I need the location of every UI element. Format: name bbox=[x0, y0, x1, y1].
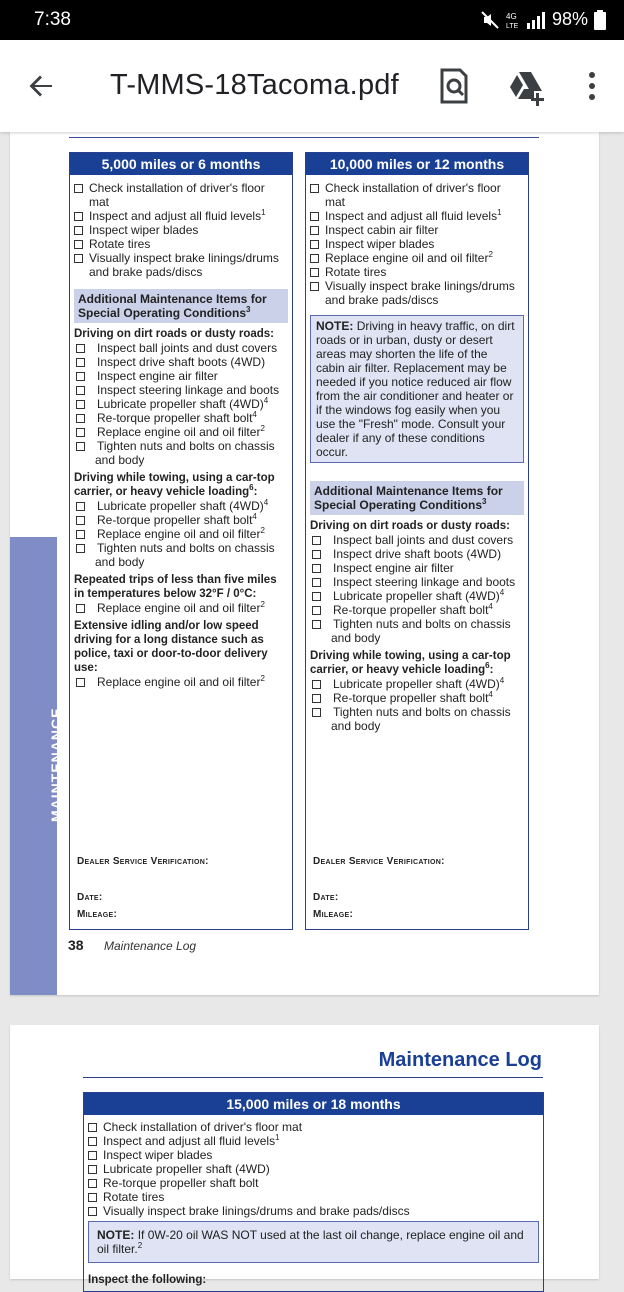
note-label: NOTE: bbox=[97, 1228, 135, 1242]
checkbox-square bbox=[312, 680, 321, 689]
add-to-drive-button[interactable] bbox=[506, 64, 546, 108]
checkbox-square bbox=[76, 358, 85, 367]
back-button[interactable] bbox=[22, 66, 62, 106]
status-time: 7:38 bbox=[34, 9, 71, 30]
checklist-item bbox=[310, 251, 524, 265]
service-box-15000 bbox=[83, 1092, 544, 1292]
checklist-item bbox=[310, 603, 524, 617]
idling-heading: Extensive idling and/or low speed driving for a long distance such as police, taxi or door-to-door delivery use: bbox=[74, 620, 268, 674]
footnote-ref: 2 bbox=[260, 674, 265, 683]
checklist-item bbox=[74, 513, 288, 527]
oil-note: NOTE: If 0W-20 oil WAS NOT used at the last oil change, replace engine oil and oil filter.$^2$ bbox=[88, 1221, 539, 1263]
checklist-item bbox=[310, 223, 524, 237]
checklist-item bbox=[88, 1120, 539, 1134]
checklist-item bbox=[88, 1190, 539, 1204]
checkbox-square bbox=[310, 254, 319, 263]
checklist-item-text: Inspect and adjust all fluid levels$^1$ bbox=[103, 1133, 280, 1148]
checklist-item bbox=[74, 251, 288, 265]
checkbox-square bbox=[312, 708, 321, 717]
checklist-item bbox=[74, 383, 288, 397]
footnote-ref: 4 bbox=[488, 602, 493, 611]
dealer-verification-label: Dealer Service Verification: bbox=[313, 856, 445, 867]
svg-text:LTE: LTE bbox=[505, 22, 519, 30]
checklist-item bbox=[310, 561, 524, 575]
checkbox-square bbox=[88, 1193, 97, 1202]
mileage-label: Mileage: bbox=[77, 909, 118, 920]
checklist-item bbox=[88, 1204, 539, 1218]
checklist-item-text: Check installation of driver's floor mat bbox=[325, 181, 501, 209]
page-footer-label: Maintenance Log bbox=[104, 939, 197, 953]
checklist-item bbox=[74, 411, 288, 425]
checklist-item-text: Replace engine oil and oil filter$^2$ bbox=[97, 526, 265, 541]
checkbox-square bbox=[310, 240, 319, 249]
checkbox-square bbox=[74, 212, 83, 221]
pdf-page-39 bbox=[10, 1025, 599, 1286]
checklist-item bbox=[74, 601, 288, 615]
mileage-label: Mileage: bbox=[313, 909, 354, 920]
checklist-item bbox=[74, 341, 288, 355]
checklist-item-text: Inspect drive shaft boots (4WD) bbox=[97, 355, 266, 369]
checkbox-square bbox=[74, 240, 83, 249]
checklist-continued: and brake pads/discs bbox=[325, 293, 439, 307]
checkbox-square bbox=[88, 1151, 97, 1160]
towing-heading: Driving while towing, using a car-top carrier, or heavy vehicle loading$^6$: bbox=[310, 650, 511, 676]
checkbox-square bbox=[88, 1207, 97, 1216]
checklist-item bbox=[74, 237, 288, 251]
checkbox-square bbox=[88, 1137, 97, 1146]
checkbox-square bbox=[76, 344, 85, 353]
date-label: Date: bbox=[313, 892, 339, 903]
document-title: T-MMS-18Tacoma.pdf bbox=[110, 69, 399, 101]
checklist-item bbox=[310, 691, 524, 705]
search-in-document-button[interactable] bbox=[434, 64, 474, 108]
checkbox-square bbox=[88, 1179, 97, 1188]
checkbox-square bbox=[312, 592, 321, 601]
checklist-item bbox=[310, 617, 524, 631]
checkbox-square bbox=[74, 254, 83, 263]
checklist-item-text: Replace engine oil and oil filter$^2$ bbox=[325, 250, 493, 265]
service-box-header: 15,000 miles or 18 months bbox=[84, 1093, 543, 1115]
checkbox-square bbox=[312, 694, 321, 703]
checkbox-square bbox=[76, 502, 85, 511]
checkbox-square bbox=[74, 226, 83, 235]
checklist-item-text: Visually inspect brake linings/drums bbox=[89, 251, 279, 265]
checklist bbox=[310, 181, 524, 293]
dealer-verification-label: Dealer Service Verification: bbox=[77, 856, 209, 867]
checklist-item bbox=[310, 237, 524, 251]
checklist-item-text: Lubricate propeller shaft $(4WD)^4$ bbox=[97, 396, 269, 411]
checklist-item-text: Rotate tires bbox=[89, 237, 151, 251]
more-vert-icon bbox=[572, 64, 612, 108]
towing-continued: and body bbox=[331, 719, 381, 733]
checklist-item bbox=[74, 181, 288, 209]
checklist-item-text: Lubricate propeller shaft $(4WD)^4$ bbox=[333, 588, 505, 603]
checklist-item bbox=[74, 209, 288, 223]
checklist-item bbox=[74, 425, 288, 439]
checklist-item-text: Inspect wiper blades bbox=[89, 223, 199, 237]
checklist-item-text: Inspect drive shaft boots (4WD) bbox=[333, 547, 502, 561]
checklist-item bbox=[74, 541, 288, 555]
find-in-page-icon bbox=[434, 64, 474, 108]
checklist-item-text: Lubricate propeller shaft (4WD) bbox=[103, 1162, 270, 1176]
checkbox-square bbox=[76, 442, 85, 451]
status-icons bbox=[480, 9, 606, 30]
checklist-item bbox=[74, 439, 288, 453]
page-number: 38 bbox=[68, 937, 84, 953]
battery-icon bbox=[594, 10, 606, 30]
checklist-item-text: Tighten nuts and bolts on chassis bbox=[333, 705, 511, 719]
service-box-header: 5,000 miles or 6 months bbox=[70, 153, 292, 175]
checklist-item bbox=[88, 1148, 539, 1162]
page-top-rule bbox=[69, 137, 539, 138]
service-box-5000 bbox=[69, 152, 293, 930]
checklist-item-text: Inspect wiper blades bbox=[325, 237, 435, 251]
service-box-10000 bbox=[305, 152, 529, 930]
title-rule bbox=[83, 1077, 543, 1078]
checklist-item-text: Inspect engine air filter bbox=[333, 561, 454, 575]
towing-checklist bbox=[74, 499, 288, 555]
battery-percent: 98% bbox=[551, 9, 588, 29]
checklist-item bbox=[310, 209, 524, 223]
side-tab-label: MAINTENANCE bbox=[48, 707, 64, 822]
checkbox-square bbox=[312, 550, 321, 559]
towing-checklist bbox=[310, 677, 524, 719]
checklist-item bbox=[310, 265, 524, 279]
checklist-item bbox=[310, 705, 524, 719]
checklist-item-text: Inspect ball joints and dust covers bbox=[333, 533, 514, 547]
dirt-continued: and body bbox=[95, 453, 145, 467]
idling-checklist bbox=[74, 675, 288, 689]
checklist-item bbox=[74, 369, 288, 383]
cabin-filter-note bbox=[310, 315, 524, 463]
inspect-following-heading: Inspect the following: bbox=[88, 1274, 207, 1286]
checklist-item-text: Inspect ball joints and dust covers bbox=[97, 341, 278, 355]
footnote-ref: 1 bbox=[275, 1133, 280, 1142]
short-trips-checklist bbox=[74, 601, 288, 615]
footnote-ref: 2 bbox=[260, 424, 265, 433]
checklist bbox=[88, 1120, 539, 1218]
checklist-item-text: Inspect and adjust all fluid levels$^1$ bbox=[89, 208, 266, 223]
checklist-item bbox=[310, 677, 524, 691]
checklist-item-text: Inspect wiper blades bbox=[103, 1148, 213, 1162]
dirt-roads-heading: Driving on dirt roads or dusty roads: bbox=[74, 328, 274, 340]
footnote-ref: 2 bbox=[260, 600, 265, 609]
checklist-item-text: Re-torque propeller shaft bolt$^4$ bbox=[333, 690, 493, 705]
checklist-item bbox=[88, 1134, 539, 1148]
checkbox-square bbox=[76, 428, 85, 437]
pdf-page-38 bbox=[10, 132, 599, 995]
dirt-continued: and body bbox=[331, 631, 381, 645]
dirt-roads-checklist bbox=[74, 341, 288, 453]
checklist-item bbox=[88, 1162, 539, 1176]
checkbox-square bbox=[310, 184, 319, 193]
checklist-item bbox=[310, 575, 524, 589]
drive-add-icon bbox=[506, 64, 546, 108]
status-bar bbox=[0, 0, 624, 40]
checklist-item-text: Rotate tires bbox=[103, 1190, 165, 1204]
footnote-ref: 1 bbox=[497, 208, 502, 217]
app-bar bbox=[0, 40, 624, 132]
footnote-ref: 1 bbox=[261, 208, 266, 217]
footnote-ref: 4 bbox=[252, 410, 257, 419]
maintenance-log-title: Maintenance Log bbox=[378, 1049, 542, 1071]
checkbox-square bbox=[312, 578, 321, 587]
signal-icon bbox=[526, 11, 546, 29]
checklist-item-text: Replace engine oil and oil filter$^2$ bbox=[97, 424, 265, 439]
checklist-item-text: Check installation of driver's floor mat bbox=[89, 181, 265, 209]
checklist-item bbox=[74, 397, 288, 411]
additional-items-heading: Additional Maintenance Items for Special Operating Conditions$^3$ bbox=[74, 289, 288, 323]
checklist-item-text: Replace engine oil and oil filter$^2$ bbox=[97, 600, 265, 615]
lte-icon bbox=[506, 10, 520, 30]
footnote-ref: 4 bbox=[263, 498, 269, 507]
checklist-item-text: Re-torque propeller shaft bolt$^4$ bbox=[333, 602, 493, 617]
checklist-item-text: Inspect and adjust all fluid levels$^1$ bbox=[325, 208, 502, 223]
note-text: Driving in heavy traffic, on dirt roads or in urban, dusty or desert areas may shorten the life of the cabin air filter. Replacement may be needed if you notice reduced air flow from the air conditioner and heater or if the windows fog easily when you use the "Fresh" mode. Consult your dealer if any of these conditions occur. bbox=[316, 319, 515, 459]
checklist-item-text: Tighten nuts and bolts on chassis bbox=[333, 617, 511, 631]
checklist-item bbox=[74, 527, 288, 541]
footnote-ref: 2 bbox=[488, 250, 493, 259]
checkbox-square bbox=[310, 282, 319, 291]
checkbox-square bbox=[310, 212, 319, 221]
additional-items-heading: Additional Maintenance Items for Special Operating Conditions$^3$ bbox=[310, 481, 524, 515]
checkbox-square bbox=[310, 226, 319, 235]
checklist-item bbox=[310, 279, 524, 293]
checkbox-square bbox=[76, 386, 85, 395]
short-trips-heading: Repeated trips of less than five miles in temperatures below 32°F / 0°C: bbox=[74, 574, 277, 600]
checkbox-square bbox=[312, 564, 321, 573]
more-options-button[interactable] bbox=[572, 64, 612, 108]
checklist-item-text: Check installation of driver's floor mat bbox=[103, 1120, 303, 1134]
checklist-item-text: Rotate tires bbox=[325, 265, 387, 279]
checklist-continued: and brake pads/discs bbox=[89, 265, 203, 279]
footnote-ref: 4 bbox=[263, 396, 269, 405]
checklist-item-text: Tighten nuts and bolts on chassis bbox=[97, 541, 275, 555]
checklist-item-text: Inspect cabin air filter bbox=[325, 223, 439, 237]
checkbox-square bbox=[88, 1165, 97, 1174]
checklist-item bbox=[310, 181, 524, 209]
service-box-header: 10,000 miles or 12 months bbox=[306, 153, 528, 175]
footnote-ref: 4 bbox=[499, 588, 505, 597]
checklist-item-text: Tighten nuts and bolts on chassis bbox=[97, 439, 275, 453]
checklist-item bbox=[74, 223, 288, 237]
arrow-back-icon bbox=[22, 66, 62, 106]
checklist-item bbox=[310, 547, 524, 561]
checklist-item-text: Replace engine oil and oil filter$^2$ bbox=[97, 674, 265, 689]
checkbox-square bbox=[312, 536, 321, 545]
checkbox-square bbox=[76, 372, 85, 381]
checklist-item bbox=[74, 355, 288, 369]
note-label: NOTE: bbox=[316, 319, 354, 333]
checkbox-square bbox=[312, 606, 321, 615]
footnote-ref: 4 bbox=[488, 690, 493, 699]
date-label: Date: bbox=[77, 892, 103, 903]
checklist-item bbox=[88, 1176, 539, 1190]
checkbox-square bbox=[76, 678, 85, 687]
dirt-roads-checklist bbox=[310, 533, 524, 631]
checklist-item bbox=[74, 499, 288, 513]
footnote-ref: 4 bbox=[499, 676, 505, 685]
footnote-ref: 2 bbox=[260, 526, 265, 535]
checklist-item-text: Visually inspect brake linings/drums and brake pads/discs bbox=[103, 1204, 410, 1218]
checkbox-square bbox=[76, 414, 85, 423]
checkbox-square bbox=[88, 1123, 97, 1132]
checkbox-square bbox=[76, 400, 85, 409]
checklist-item bbox=[74, 675, 288, 689]
towing-continued: and body bbox=[95, 555, 145, 569]
checklist-item-text: Re-torque propeller shaft bolt$^4$ bbox=[97, 512, 257, 527]
note-text: If 0W-20 oil WAS NOT used at the last oil change, replace engine oil and oil filter. bbox=[97, 1228, 524, 1256]
checklist-item-text: Lubricate propeller shaft $(4WD)^4$ bbox=[97, 498, 269, 513]
checkbox-square bbox=[310, 268, 319, 277]
checklist bbox=[74, 181, 288, 265]
towing-heading: Driving while towing, using a car-top carrier, or heavy vehicle loading$^6$: bbox=[74, 472, 275, 498]
checkbox-square bbox=[76, 604, 85, 613]
dirt-roads-heading: Driving on dirt roads or dusty roads: bbox=[310, 520, 510, 532]
checklist-item bbox=[310, 589, 524, 603]
checklist-item-text: Re-torque propeller shaft bolt bbox=[103, 1176, 259, 1190]
checkbox-square bbox=[74, 184, 83, 193]
svg-text:4G: 4G bbox=[505, 11, 517, 21]
checklist-item-text: Lubricate propeller shaft $(4WD)^4$ bbox=[333, 676, 505, 691]
checkbox-square bbox=[76, 530, 85, 539]
checkbox-square bbox=[312, 620, 321, 629]
checkbox-square bbox=[76, 516, 85, 525]
checklist-item-text: Inspect steering linkage and boots bbox=[97, 383, 280, 397]
checklist-item-text: Re-torque propeller shaft bolt$^4$ bbox=[97, 410, 257, 425]
checklist-item-text: Inspect engine air filter bbox=[97, 369, 218, 383]
checkbox-square bbox=[76, 544, 85, 553]
mute-icon bbox=[480, 10, 500, 30]
checklist-item-text: Visually inspect brake linings/drums bbox=[325, 279, 515, 293]
checklist-item bbox=[310, 533, 524, 547]
checklist-item-text: Inspect steering linkage and boots bbox=[333, 575, 516, 589]
footnote-ref: 4 bbox=[252, 512, 257, 521]
